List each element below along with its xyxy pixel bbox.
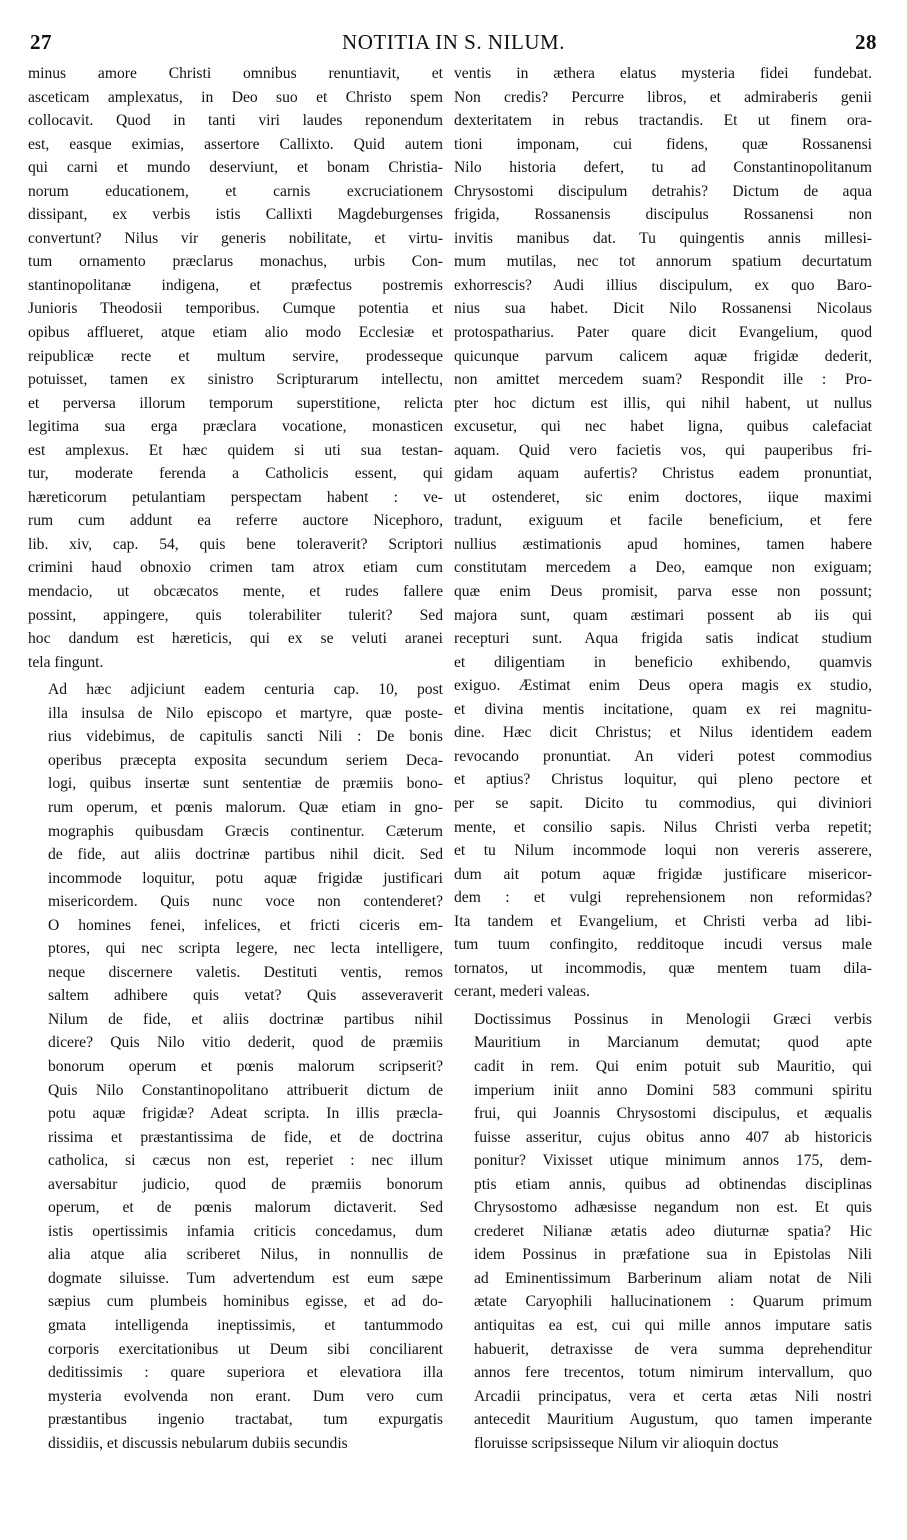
- text-line: est, easque eximias, assertore Callixto. Quid autem: [28, 135, 443, 153]
- text-line: illa insulsa de Nilo episcopo et martyre, quæ poste-: [48, 704, 443, 722]
- text-line: norum educationem, et carnis excruciationem: [28, 182, 443, 200]
- text-line: ponitur? Vixisset utique minimum annos 175, dem-: [474, 1152, 872, 1170]
- page-number-left: 27: [30, 30, 52, 54]
- text-line: Arcadii principatus, vera et certa ætas Nili nostri: [474, 1387, 872, 1405]
- text-line: mum mutilas, nec tot annorum spatium decurtatum: [454, 253, 872, 271]
- text-line: non amittet mercedem suam? Respondit ille : Pro-: [454, 371, 872, 389]
- text-line: dogmate siluisse. Tum advertendum est eum sæpe: [48, 1269, 443, 1287]
- text-line: per se sapit. Dicito tu commodius, qui diviniori: [454, 794, 872, 812]
- text-line: ptis etiam annis, quibus ad obtinendas disciplinas: [474, 1175, 872, 1193]
- text-line: mente, et consilio sapis. Nilus Christi verba repetit;: [454, 818, 872, 836]
- text-line: tur, moderate ferenda a Catholicis essent, qui: [28, 465, 443, 483]
- text-line: revocando pronuntiat. An videri potest commodius: [454, 747, 872, 765]
- text-line: Quis Nilo Constantinopolitano attribuerit dictum de: [48, 1081, 443, 1099]
- text-line: dem : et vulgi reprehensionem non reformidas?: [454, 889, 872, 907]
- right-column: [454, 62, 872, 1455]
- text-line: mographis quibusdam Græcis continentur. Cæterum: [48, 822, 443, 840]
- text-line: misericordem. Quis nunc voce non contenderet?: [48, 893, 443, 911]
- running-title: NOTITIA IN S. NILUM.: [342, 30, 565, 54]
- text-line: saltem adhibere quis vetat? Quis asseveraverit: [48, 987, 443, 1005]
- text-line: operibus præcepta exposita secundum seriem Deca-: [48, 751, 443, 769]
- text-line: et diligentiam in beneficio exhibendo, quamvis: [454, 653, 872, 671]
- text-line: rius videbimus, de capitulis sancti Nili : De bonis: [48, 728, 443, 746]
- text-line: Doctissimus Possinus in Menologii Græci verbis: [474, 1010, 872, 1028]
- text-line: reipublicæ recte et multum servire, prodesseque: [28, 347, 443, 365]
- text-line: imperium iniit anno Domini 583 communi spiritu: [474, 1081, 872, 1099]
- text-line: ætate Caryophili hallucinationem : Quarum primum: [474, 1293, 872, 1311]
- text-line: annos fere trecentos, totum nimirum intervallum, quo: [474, 1364, 872, 1382]
- text-line: logi, quibus insertæ sunt sententiæ de præmiis bono-: [48, 775, 443, 793]
- text-line: istis opertissimis infamia criticis concedamus, dum: [48, 1222, 443, 1240]
- left-paragraph-2: [28, 678, 443, 1455]
- text-line: et perversa illorum temporum superstitione, relicta: [28, 394, 443, 412]
- text-line: recepturi sunt. Aqua frigida satis indicat studium: [454, 630, 872, 648]
- text-line: cadit in rem. Qui enim potuit sub Mauritio, qui: [474, 1057, 872, 1075]
- text-line: incommode loquitur, potu aquæ frigidæ justificari: [48, 869, 443, 887]
- text-line: tum tuum confingito, redditoque incudi versus male: [454, 936, 872, 954]
- text-line: præstantibus ingenio tractabat, tum expurgatis: [48, 1411, 443, 1429]
- text-line: hæreticorum petulantiam perspectam habent : ve-: [28, 488, 443, 506]
- text-line: nullius æstimationis apud homines, tamen habere: [454, 535, 872, 553]
- text-line: mysteria evolvenda non erant. Dum vero cum: [48, 1387, 443, 1405]
- text-line: cerant, mederi valeas.: [454, 983, 590, 1001]
- text-line: possint, appingere, quis tolerabiliter tulerit? Sed: [28, 606, 443, 624]
- text-line: dum ait potum aquæ frigidæ justificare misericor-: [454, 865, 872, 883]
- text-line: et aptius? Christus loquitur, qui pleno pectore et: [454, 771, 872, 789]
- text-line: rum cum addunt ea referre auctore Nicephoro,: [28, 512, 443, 530]
- text-line: tradunt, exiguum et facile beneficium, et fere: [454, 512, 872, 530]
- text-line: majora sunt, quam æstimari possent ab iis qui: [454, 606, 872, 624]
- text-line: catholica, si cæcus non est, reperiet : nec illum: [48, 1152, 443, 1170]
- text-line: excusetur, qui nec habet ligna, quibus calefaciat: [454, 418, 872, 436]
- text-line: quæ enim Deus promisit, parva esse non possunt;: [454, 583, 872, 601]
- right-paragraph-1: [454, 62, 872, 1004]
- text-line: neque discernere valetis. Destituti ventis, remos: [48, 963, 443, 981]
- text-line: tornatos, ut incommodis, quæ mentem tuam dila-: [454, 959, 872, 977]
- text-line: deditissimis : quare superiora et elevatiora illa: [48, 1364, 443, 1382]
- text-line: Ad hæc adjiciunt eadem centuria cap. 10, post: [48, 681, 443, 699]
- text-line: mendacio, ut obcæcatos mente, et rudes fallere: [28, 583, 443, 601]
- text-line: O homines fenei, infelices, et fricti ciceris em-: [48, 916, 443, 934]
- text-line: tum ornamento præclarus monachus, urbis Con-: [28, 253, 443, 271]
- text-line: frigida, Rossanensis discipulus Rossanensi non: [454, 206, 872, 224]
- text-line: tela fingunt.: [28, 653, 104, 671]
- text-line: asceticam amplexatus, in Deo suo et Christo spem: [28, 88, 443, 106]
- text-line: Nilo historia defert, tu ad Constantinopolitanum: [454, 159, 872, 177]
- text-line: hoc dandum est hæreticis, qui ex se veluti aranei: [28, 630, 443, 648]
- text-line: frui, qui Joannis Chrysostomi discipulus, et æqualis: [474, 1105, 872, 1123]
- text-line: nius sua habet. Dicit Nilo Rossanensi Nicolaus: [454, 300, 872, 318]
- text-line: Chrysostomo adhæsisse negandum non est. Et quis: [474, 1199, 872, 1217]
- text-line: idem Possinus in præfatione sua in Epistolas Nili: [474, 1246, 872, 1264]
- left-column: [28, 62, 443, 1455]
- left-paragraph-1: [28, 62, 443, 674]
- running-header: [30, 30, 877, 58]
- text-line: est amplexus. Et hæc quidem si uti sua testan-: [28, 441, 443, 459]
- text-line: dexteritatem in rebus tractandis. Et ut finem ora-: [454, 112, 872, 130]
- text-line: de fide, aut aliis doctrinæ partibus nihil dicit. Sed: [48, 846, 443, 864]
- text-line: antecedit Mauritium Augustum, quo tamen imperante: [474, 1411, 872, 1429]
- text-line: protospatharius. Pater quare dicit Evangelium, quod: [454, 324, 872, 342]
- text-line: invitis manibus dat. Tu quingentis annis millesi-: [454, 229, 872, 247]
- text-line: Non credis? Percurre libros, et admiraberis genii: [454, 88, 872, 106]
- text-line: gidam aquam aufertis? Christus eadem pronuntiat,: [454, 465, 872, 483]
- text-line: potuisset, tamen ex sinistro Scripturarum intellectu,: [28, 371, 443, 389]
- text-line: tioni imponam, cui fidens, quæ Rossanensi: [454, 135, 872, 153]
- page-number-right: 28: [855, 30, 877, 54]
- text-line: dissidiis, et discussis nebularum dubiis secundis: [48, 1434, 348, 1452]
- text-line: minus amore Christi omnibus renuntiavit, et: [28, 65, 443, 82]
- text-line: Nilum de fide, et aliis doctrinæ partibus nihil: [48, 1010, 443, 1028]
- text-line: collocavit. Quod in tanti viri laudes reponendum: [28, 112, 443, 130]
- text-line: aquam. Quid vero facietis vos, qui pauperibus fri-: [454, 441, 872, 459]
- text-line: ut ostenderet, sic enim doctores, iique maximi: [454, 488, 872, 506]
- text-line: sæpius cum plumbeis hominibus egisse, et ad do-: [48, 1293, 443, 1311]
- text-line: alia atque alia scriberet Nilus, in nonnullis de: [48, 1246, 443, 1264]
- text-line: crimini haud obnoxio crimen tam atrox etiam cum: [28, 559, 443, 577]
- text-line: ad Eminentissimum Barberinum aliam notat de Nili: [474, 1269, 872, 1287]
- text-line: Mauritium in Marcianum demutat; quod apte: [474, 1034, 872, 1052]
- text-line: pter hoc dictum est illis, qui nihil habent, ut nullus: [454, 394, 872, 412]
- text-line: lib. xiv, cap. 54, quis bene toleraverit? Scriptori: [28, 535, 443, 553]
- text-line: qui carni et mundo deserviunt, et bonam Christia-: [28, 159, 443, 177]
- text-line: Chrysostomi discipulum detrahis? Dictum de aqua: [454, 182, 872, 200]
- text-line: constitutam mercedem a Deo, eamque non exiguam;: [454, 559, 872, 577]
- text-line: et tu Nilum incommode loqui non vereris asserere,: [454, 842, 872, 860]
- text-line: floruisse scripsisseque Nilum vir alioquin doctus: [474, 1434, 779, 1452]
- right-paragraph-2: [454, 1008, 872, 1455]
- text-line: ventis in æthera elatus mysteria fidei fundebat.: [454, 65, 872, 82]
- text-line: stantinopolitanæ indigena, et præfectus postremis: [28, 276, 443, 294]
- text-line: exhorrescis? Audi illius discipulum, ex quo Baro-: [454, 276, 872, 294]
- text-line: et divina mentis incitatione, quam ex rei magnitu-: [454, 700, 872, 718]
- text-line: corporis exercitationibus ut Deum sibi conciliarent: [48, 1340, 443, 1358]
- text-line: aversabitur judicio, quod de præmiis bonorum: [48, 1175, 443, 1193]
- text-line: Ita tandem et Evangelium, et Christi verba ad libi-: [454, 912, 872, 930]
- text-line: quicunque parvum calicem aquæ frigidæ dederit,: [454, 347, 872, 365]
- text-line: bonorum operum et pœnis malorum scripserit?: [48, 1057, 443, 1075]
- text-line: Junioris Theodosii temporibus. Cumque potentia et: [28, 300, 443, 318]
- text-line: opibus afflueret, atque etiam alio modo Ecclesiæ et: [28, 324, 443, 342]
- text-line: gmata intelligenda ineptissimis, et tantummodo: [48, 1316, 443, 1334]
- text-line: fuisse asseritur, cujus obitus anno 407 ab historicis: [474, 1128, 872, 1146]
- text-line: crederet Nilianæ ætatis adeo diuturnæ spatia? Hic: [474, 1222, 872, 1240]
- text-line: rum operum, et pœnis malorum. Quæ etiam in gno-: [48, 798, 443, 816]
- text-line: convertunt? Nilus vir generis nobilitate, et virtu-: [28, 229, 443, 247]
- text-line: dissipant, ex verbis istis Callixti Magdeburgenses: [28, 206, 443, 224]
- text-line: dicere? Quis Nilo vitio dederit, quod de præmiis: [48, 1034, 443, 1052]
- text-line: legitima sua erga præclara vocatione, monasticen: [28, 418, 443, 436]
- text-line: operum, et de pœnis malorum dictaverit. Sed: [48, 1199, 443, 1217]
- text-line: antiquitas ea est, cui qui mille annos imputare satis: [474, 1316, 872, 1334]
- text-line: exiguo. Æstimat enim Deus opera magis ex studio,: [454, 677, 872, 695]
- text-line: habuerit, detraxisse de vera summa deprehenditur: [474, 1340, 872, 1358]
- text-line: rissima et præstantissima de fide, et de doctrina: [48, 1128, 443, 1146]
- text-line: potu aquæ frigidæ? Adeat scripta. In illis præcla-: [48, 1105, 443, 1123]
- text-line: dine. Hæc dicit Christus; et Nilus identidem eadem: [454, 724, 872, 742]
- text-line: ptores, qui nec scripta legere, nec lecta intelligere,: [48, 940, 443, 958]
